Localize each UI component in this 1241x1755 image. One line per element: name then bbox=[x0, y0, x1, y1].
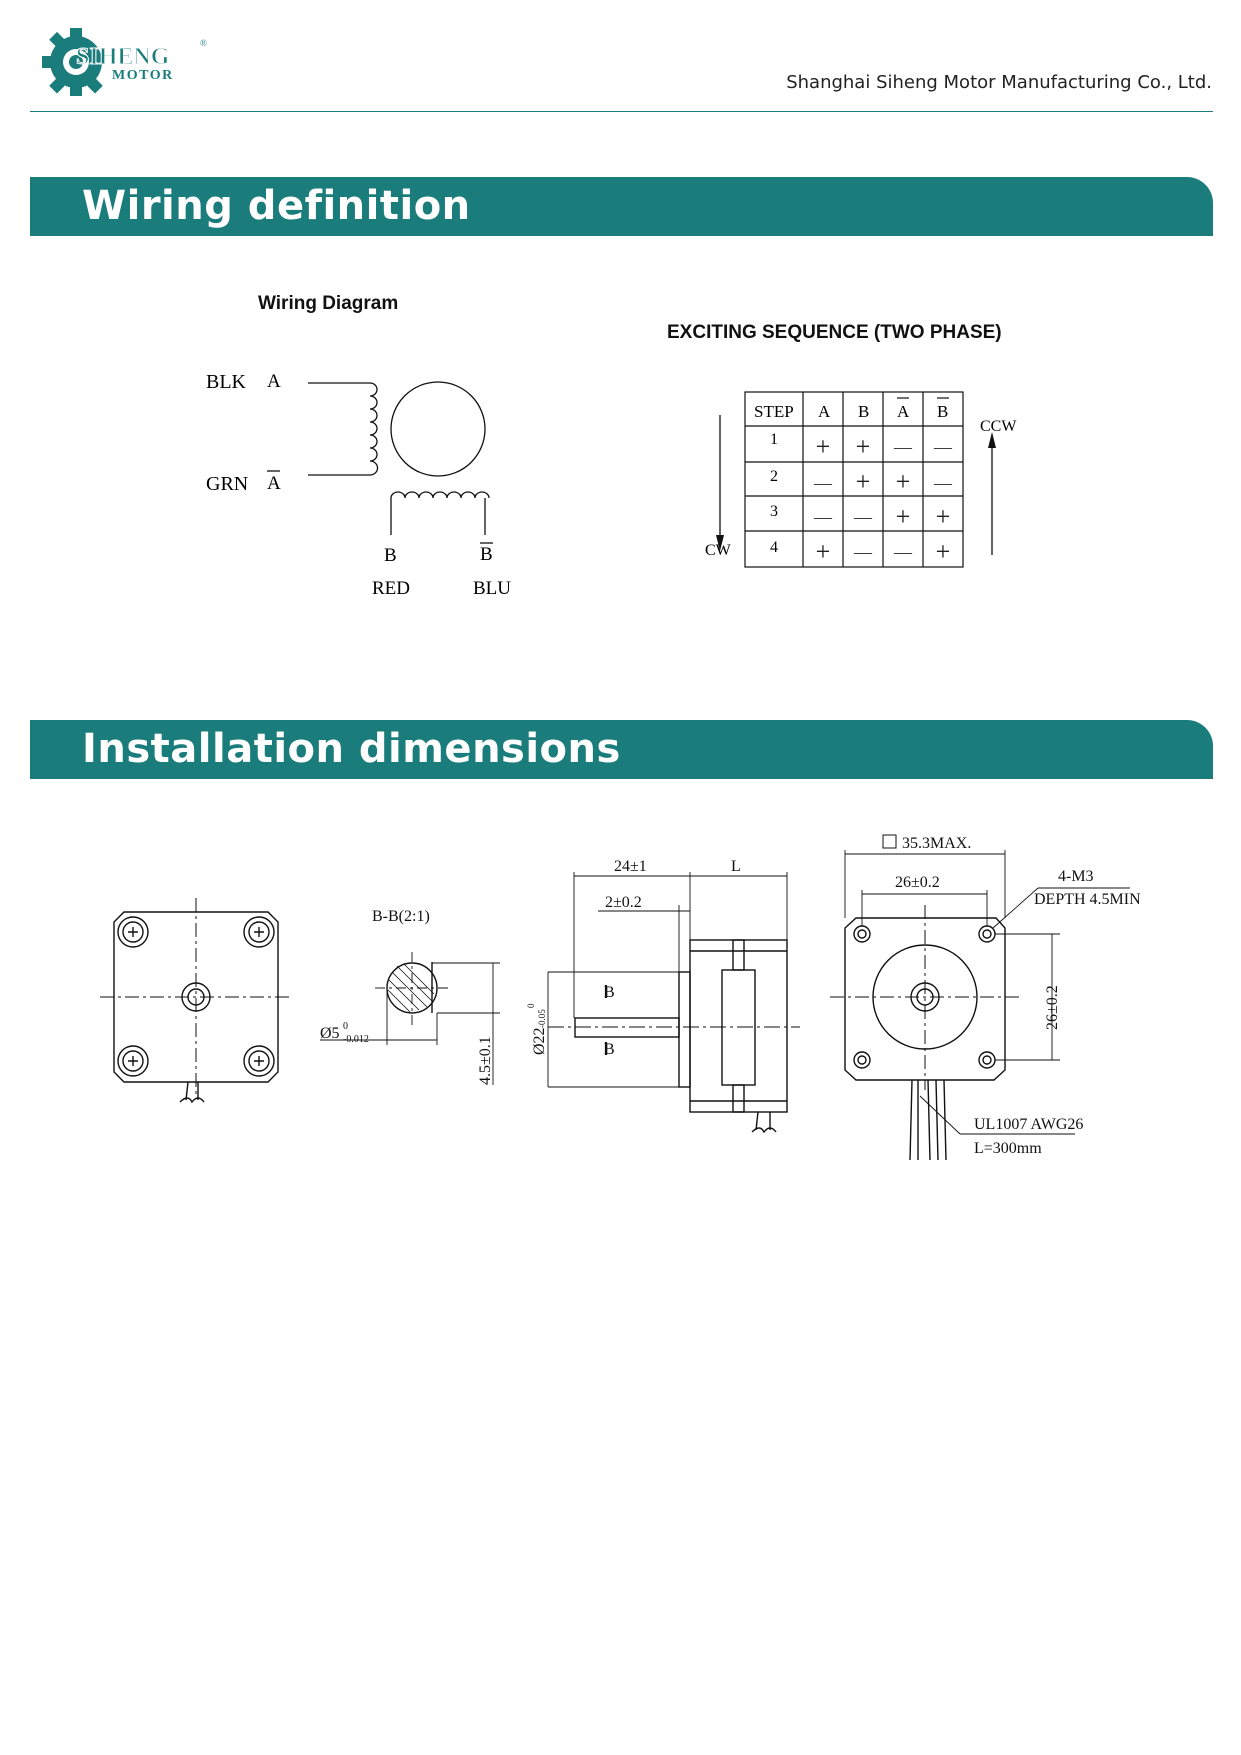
dim-cable-len: L=300mm bbox=[974, 1140, 1042, 1157]
rotor bbox=[391, 382, 485, 476]
wire-label-b: B bbox=[384, 545, 397, 566]
section-banner-installation bbox=[30, 720, 1213, 779]
front-view bbox=[100, 898, 292, 1102]
screw-icon bbox=[118, 1046, 148, 1076]
seq-header-b-bar: B bbox=[937, 402, 949, 421]
wire-label-a: A bbox=[267, 371, 281, 392]
company-name: Shanghai Siheng Motor Manufacturing Co., Ltd. bbox=[786, 72, 1212, 93]
company-logo bbox=[42, 28, 222, 108]
seq-step-4: 4 bbox=[770, 539, 778, 556]
dim-boss-dia: Ø22 bbox=[531, 1027, 548, 1055]
mount-hole-icon bbox=[854, 926, 870, 942]
seq-cell: + bbox=[895, 502, 911, 531]
seq-cell: — bbox=[894, 542, 912, 562]
sequence-table bbox=[690, 385, 1020, 585]
dim-shaft-tol-upper: 0 bbox=[343, 1021, 348, 1032]
seq-step-3: 3 bbox=[770, 503, 778, 520]
dim-shaft-dia: Ø5 bbox=[320, 1025, 340, 1042]
dim-shaft-len: 24±1 bbox=[614, 858, 647, 875]
seq-header-b: B bbox=[858, 402, 870, 421]
dim-boss-tol-lower: -0.05 bbox=[537, 1009, 547, 1028]
seq-cell: — bbox=[814, 473, 832, 493]
registered-mark: ® bbox=[200, 38, 207, 48]
dim-square-max: 35.3MAX. bbox=[902, 835, 972, 852]
seq-cell: + bbox=[815, 537, 831, 566]
header-divider bbox=[30, 111, 1213, 112]
seq-cell: + bbox=[855, 432, 871, 461]
dim-section-bb: B-B(2:1) bbox=[372, 908, 430, 925]
seq-header-a: A bbox=[818, 402, 831, 421]
seq-step-2: 2 bbox=[770, 468, 778, 485]
dim-depth: DEPTH 4.5MIN bbox=[1034, 891, 1141, 908]
wiring-diagram bbox=[180, 350, 540, 610]
section-banner-wiring bbox=[30, 177, 1213, 236]
wiring-diagram-title: Wiring Diagram bbox=[258, 293, 399, 314]
coil-b bbox=[391, 492, 489, 498]
seq-cell: — bbox=[934, 437, 952, 457]
seq-step-1: 1 bbox=[770, 431, 778, 448]
screw-icon bbox=[244, 1046, 274, 1076]
ccw-arrow bbox=[988, 432, 996, 555]
dim-cable: UL1007 AWG26 bbox=[974, 1116, 1084, 1133]
seq-cell: — bbox=[934, 473, 952, 493]
wire-label-grn: GRN bbox=[206, 473, 249, 495]
cw-label: CW bbox=[705, 542, 731, 559]
section-title-installation: Installation dimensions bbox=[82, 726, 621, 772]
logo-sub-text: MOTOR bbox=[112, 68, 174, 83]
dim-flat: 4.5±0.1 bbox=[477, 1036, 494, 1085]
wire-label-a-bar: A bbox=[267, 473, 281, 494]
dim-holes: 4-M3 bbox=[1058, 868, 1094, 885]
sequence-title: EXCITING SEQUENCE (TWO PHASE) bbox=[667, 322, 1002, 343]
seq-cell: — bbox=[854, 507, 872, 527]
coil-a bbox=[370, 383, 378, 475]
dim-boss-tol-upper: 0 bbox=[526, 1003, 536, 1008]
seq-cell: + bbox=[935, 502, 951, 531]
wire-label-red: RED bbox=[372, 578, 410, 599]
wire-label-blu: BLU bbox=[473, 578, 511, 599]
seq-cell: + bbox=[815, 432, 831, 461]
dim-body-len: L bbox=[731, 858, 741, 875]
dim-hole-pitch-h: 26±0.2 bbox=[895, 874, 940, 891]
screw-icon bbox=[118, 917, 148, 947]
installation-drawing bbox=[0, 820, 1241, 1180]
seq-cell: — bbox=[854, 542, 872, 562]
dim-boss-len: 2±0.2 bbox=[605, 894, 642, 911]
mount-hole-icon bbox=[979, 926, 995, 942]
dim-hole-pitch-v: 26±0.2 bbox=[1044, 985, 1061, 1030]
dim-shaft-tol-lower: -0.012 bbox=[343, 1034, 369, 1045]
screw-icon bbox=[244, 917, 274, 947]
mount-hole-icon bbox=[979, 1052, 995, 1068]
side-view bbox=[548, 872, 800, 1132]
section-bb-view bbox=[320, 952, 500, 1085]
ccw-label: CCW bbox=[980, 418, 1017, 435]
seq-cell: — bbox=[814, 507, 832, 527]
cw-arrow bbox=[716, 415, 724, 551]
wire-label-b-bar: B bbox=[480, 544, 493, 565]
seq-header-step: STEP bbox=[754, 402, 794, 421]
mount-hole-icon bbox=[854, 1052, 870, 1068]
seq-cell: + bbox=[855, 467, 871, 496]
wire-label-blk: BLK bbox=[206, 371, 246, 393]
dim-b-mark-bottom: B bbox=[604, 1041, 615, 1058]
section-title-wiring: Wiring definition bbox=[82, 183, 471, 229]
dim-b-mark-top: B bbox=[604, 984, 615, 1001]
seq-cell: — bbox=[894, 437, 912, 457]
seq-cell: + bbox=[935, 537, 951, 566]
logo-main-text: SIHENG bbox=[76, 44, 170, 70]
seq-cell: + bbox=[895, 467, 911, 496]
seq-header-a-bar: A bbox=[897, 402, 910, 421]
